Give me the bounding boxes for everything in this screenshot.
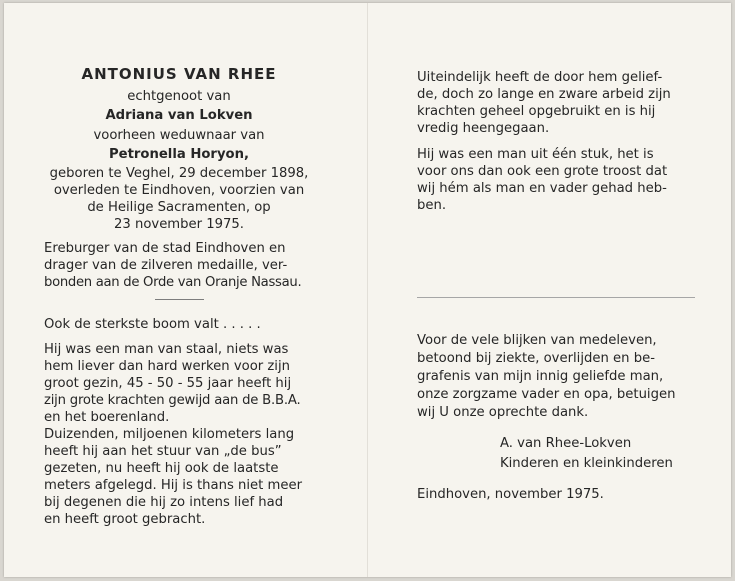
place-date: Eindhoven, november 1975.: [417, 487, 604, 502]
tribute-line: ben.: [417, 198, 447, 213]
story-line: meters afgelegd. Hij is thans niet meer: [44, 478, 303, 493]
bio-line: overleden te Eindhoven, voorzien van: [53, 183, 305, 198]
story-line: heeft hij aan het stuur van „de bus”: [44, 444, 282, 459]
thanks-line: Voor de vele blijken van medeleven,: [417, 333, 657, 348]
farewell-line: vredig heengegaan.: [417, 121, 550, 136]
left-divider: [155, 299, 204, 300]
bio-line: 23 november 1975.: [113, 217, 244, 232]
farewell-line: krachten geheel opgebruikt en is hij: [417, 104, 656, 119]
thanks-line: grafenis van mijn innig geliefde man,: [417, 369, 664, 384]
farewell-line: Uiteindelijk heeft de door hem gelief-: [417, 70, 663, 85]
thanks-line: wij U onze oprechte dank.: [417, 405, 589, 420]
story-line: en het boerenland.: [44, 410, 170, 425]
right-divider: [417, 297, 695, 298]
story-line: hem liever dan hard werken voor zijn: [44, 359, 290, 374]
bio-line: geboren te Veghel, 29 december 1898,: [49, 166, 309, 181]
story-line: gezeten, nu heeft hij ook de laatste: [44, 461, 279, 476]
previous-spouse-name: Petronella Horyon,: [109, 147, 249, 162]
story-line: zijn grote krachten gewijd aan de B.B.A.: [44, 393, 301, 408]
card-fold: [367, 3, 368, 577]
farewell-line: de, doch zo lange en zware arbeid zijn: [417, 87, 671, 102]
story-line: bij degenen die hij zo intens lief had: [44, 495, 284, 510]
story-line: Duizenden, miljoenen kilometers lang: [44, 427, 295, 442]
previous-intro: voorheen weduwnaar van: [93, 128, 265, 143]
honors-line: drager van de zilveren medaille, ver-: [44, 258, 288, 273]
deceased-name: ANTONIUS VAN RHEE: [81, 65, 277, 83]
honors-line: bonden aan de Orde van Oranje Nassau.: [44, 275, 302, 290]
tribute-line: Hij was een man uit één stuk, het is: [417, 147, 654, 162]
thanks-line: betoond bij ziekte, overlijden en be-: [417, 351, 655, 366]
bio-line: de Heilige Sacramenten, op: [87, 200, 271, 215]
signature-widow: A. van Rhee-Lokven: [500, 436, 632, 451]
signature-family: Kinderen en kleinkinderen: [500, 456, 673, 471]
quote: Ook de sterkste boom valt . . . . .: [44, 317, 261, 332]
tribute-line: wij hém als man en vader gehad heb-: [417, 181, 667, 196]
spouse-name: Adriana van Lokven: [105, 108, 253, 123]
tribute-line: voor ons dan ook een grote troost dat: [417, 164, 668, 179]
honors-line: Ereburger van de stad Eindhoven en: [44, 241, 286, 256]
story-line: en heeft groot gebracht.: [44, 512, 206, 527]
thanks-line: onze zorgzame vader en opa, betuigen: [417, 387, 676, 402]
story-line: groot gezin, 45 - 50 - 55 jaar heeft hij: [44, 376, 292, 391]
story-line: Hij was een man van staal, niets was: [44, 342, 289, 357]
spouse-intro: echtgenoot van: [127, 89, 231, 104]
